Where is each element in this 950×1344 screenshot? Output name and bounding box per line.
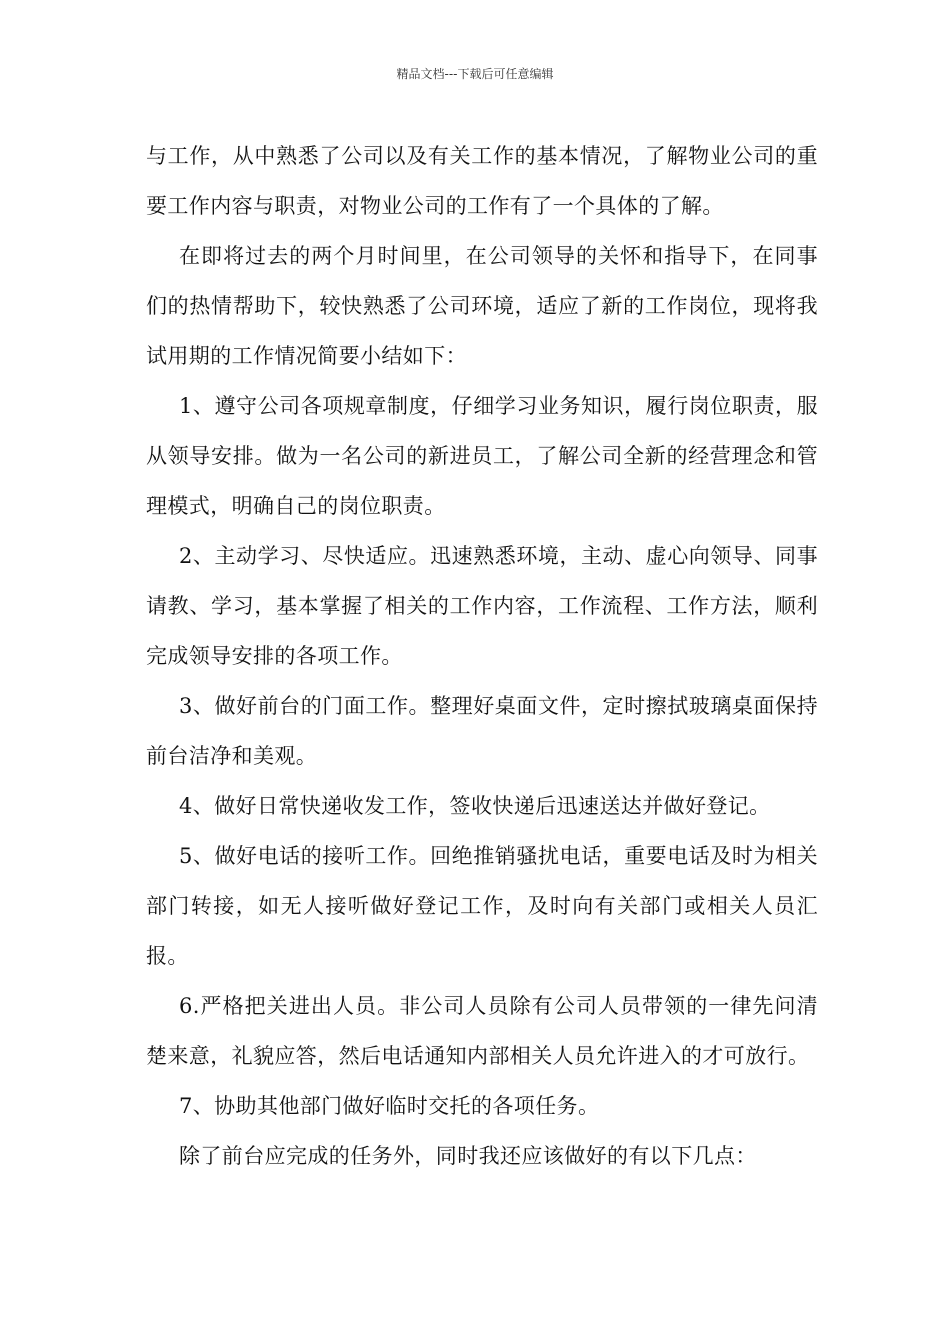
paragraph-item-2: 2、主动学习、尽快适应。迅速熟悉环境，主动、虚心向领导、同事请教、学习，基本掌握了相关的工作内容，工作流程、工作方法，顺利完成领导安排的各项工作。 xyxy=(146,544,818,668)
paragraph-item-7: 7、协助其他部门做好临时交托的各项任务。 xyxy=(179,1094,600,1118)
document-body xyxy=(146,131,818,1181)
paragraph-item-4: 4、做好日常快递收发工作，签收快递后迅速送达并做好登记。 xyxy=(179,794,771,818)
paragraph-item-1: 1、遵守公司各项规章制度，仔细学习业务知识，履行岗位职责，服从领导安排。做为一名公司的新进员工，了解公司全新的经营理念和管理模式，明确自己的岗位职责。 xyxy=(146,394,818,518)
paragraph-item-6: 6.严格把关进出人员。非公司人员除有公司人员带领的一律先问清楚来意，礼貌应答，然后电话通知内部相关人员允许进入的才可放行。 xyxy=(146,994,818,1068)
paragraph-additional-points: 除了前台应完成的任务外，同时我还应该做好的有以下几点： xyxy=(179,1144,757,1168)
paragraph-item-3: 3、做好前台的门面工作。整理好桌面文件，定时擦拭玻璃桌面保持前台洁净和美观。 xyxy=(146,694,818,768)
page-header: 精品文档---下载后可任意编辑 xyxy=(396,67,554,81)
paragraph-summary-intro: 在即将过去的两个月时间里，在公司领导的关怀和指导下，在同事们的热情帮助下，较快熟悉了公司环境，适应了新的工作岗位，现将我试用期的工作情况简要小结如下： xyxy=(146,244,818,368)
paragraph-item-5: 5、做好电话的接听工作。回绝推销骚扰电话，重要电话及时为相关部门转接，如无人接听做好登记工作，及时向有关部门或相关人员汇报。 xyxy=(146,844,818,968)
paragraph-intro-continuation: 与工作，从中熟悉了公司以及有关工作的基本情况，了解物业公司的重要工作内容与职责，对物业公司的工作有了一个具体的了解。 xyxy=(146,144,818,218)
